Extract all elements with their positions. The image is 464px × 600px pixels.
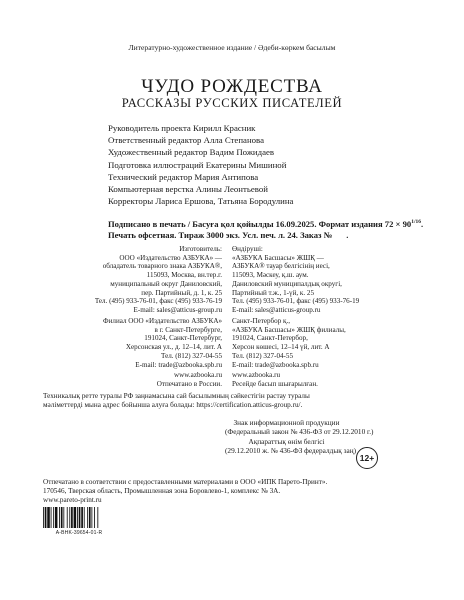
address-line: пер. Партийный, д. 1, к. 25 [141, 288, 222, 297]
phone-line: Тел. (812) 327-04-55 [232, 351, 293, 360]
barcode-bar [84, 507, 85, 528]
address-line: ООО «Издательство АЗБУКА» — [119, 253, 222, 262]
book-title: ЧУДО РОЖДЕСТВА [141, 76, 323, 97]
credit-line: Корректоры Лариса Ершова, Татьяна Бородулина [108, 196, 294, 207]
sign-line: Знак информационной продукции [233, 418, 340, 427]
regulation-line: Техникалық ретте туралы РФ заңнамасына сай басылымның сәйкестігін растау туралы [43, 392, 310, 400]
barcode-bar [71, 507, 73, 528]
barcode-bar [43, 507, 44, 528]
edition-type-header: Литературно-художественное издание / Әдеби-көркем басылым [128, 43, 336, 52]
printer-line: 170546, Тверская область, Промышленная зона Боровлево-1, комплекс № 3А. [43, 487, 281, 495]
website-link[interactable]: www.azbooka.ru [174, 371, 222, 379]
manufacturer-heading: Өндіруші: [232, 245, 263, 253]
print-date-format: Подписано в печать / Басуға қол қойылды 16.09.2025. Формат издания 72 × 90 [108, 218, 412, 229]
barcode-bar [47, 507, 50, 528]
credit-line: Руководитель проекта Кирилл Красник [108, 123, 256, 133]
address-line: «АЗБУКА Басшасы» ЖШҚ — [232, 253, 324, 262]
printed-in-country: Отпечатано в России. [156, 379, 222, 388]
print-info-line: Подписано в печать / Басуға қол қойылды 16.09.2025. Формат издания $72 \times 90^{1/16}$. [108, 218, 424, 229]
barcode-bar [69, 507, 70, 528]
barcode-bar [59, 507, 60, 528]
phone-line: Тел. (812) 327-04-55 [161, 351, 222, 360]
address-line: Санкт-Петербор қ., [232, 317, 291, 325]
address-line: Филиал ООО «Издательство АЗБУКА» [103, 317, 222, 325]
credit-line: Технический редактор Мария Антипова [108, 171, 259, 182]
website-link[interactable]: www.azbooka.ru [232, 371, 280, 379]
barcode-bar [61, 507, 63, 528]
barcode-caption: A-BHK-39654-01-R [55, 530, 103, 536]
site-ru [26, 371, 222, 388]
barcode-bar [51, 507, 52, 528]
print-run-order: Печать офсетная. Тираж 3000 экз. Усл. печ. л. 24. Заказ № [108, 230, 333, 241]
barcode-bar [94, 507, 95, 528]
credit-line: Компьютерная верстка Алины Леонтьевой [108, 184, 268, 195]
address-line: Херсон көшесі, 12–14 үй, лит. А [232, 343, 330, 352]
barcode-bar [81, 507, 83, 528]
barcode-bar [63, 507, 64, 528]
address-line: Даниловский муниципалдық округі, [232, 279, 342, 288]
barcode-bar [74, 507, 77, 528]
barcode-bar [55, 507, 58, 528]
sign-line: (Федеральный закон № 436-ФЗ от 29.12.2010 г.) [225, 427, 374, 437]
manufacturer-kz [232, 245, 432, 315]
barcode-bar [89, 507, 91, 528]
email-line: E-mail: trade@azbooka.spb.ru [232, 360, 319, 369]
phone-line: Тел. (495) 933-76-01, факс (495) 933-76-19 [232, 297, 360, 306]
sign-line: Ақпараттық өнім белгісі [248, 436, 325, 446]
email-line: E-mail: sales@atticus-group.ru [232, 305, 321, 314]
format-fraction: 1/16 [411, 219, 421, 225]
address-line: «АЗБУКА Басшасы» ЖШҚ филиалы, [232, 325, 346, 334]
barcode-bar [53, 507, 54, 528]
manufacturer-ru [26, 245, 222, 315]
barcode-bar [97, 507, 98, 528]
print-info-line: Печать офсетная. Тираж 3000 экз. Усл. печ. л. 24. Заказ № . [108, 230, 349, 241]
credit-line: Подготовка иллюстраций Екатерины Мишиной [108, 159, 287, 170]
address-line: обладатель товарного знака АЗБУКА®, [102, 262, 222, 271]
phone-line: Тел. (495) 933-76-01, факс (495) 933-76-19 [94, 297, 222, 306]
printer-line: Отпечатано в соответствии с предоставленными материалами в ООО «ИПК Парето-Принт». [43, 478, 328, 486]
address-line: 191024, Санкт-Петербург, [144, 334, 222, 343]
address-line: 115093, Мәскеу, қ.ш. аум. [232, 271, 309, 280]
credit-line: Ответственный редактор Алла Степанова [108, 135, 264, 146]
printer-info [43, 478, 327, 505]
regulation-line: мәліметтерді мына адрес бойынша алуға болады: https://certification.atticus-group.ru/. [43, 401, 303, 409]
address-line: 191024, Санкт-Петербор, [232, 334, 308, 343]
site-kz [232, 371, 432, 388]
age-rating-badge [356, 447, 378, 469]
barcode-bar [87, 507, 88, 528]
manufacturer-heading: Изготовитель: [179, 245, 222, 253]
barcode-bar [45, 507, 47, 528]
email-line: E-mail: trade@azbooka.spb.ru [135, 360, 222, 369]
address-line: Партийный т.ж., 1-үй, к. 25 [232, 288, 314, 297]
sign-line: (29.12.2010 ж. № 436-ФЗ федералдық заң) [225, 445, 357, 455]
address-line: Херсонская ул., д. 12–14, лит. А [125, 343, 222, 352]
book-subtitle: РАССКАЗЫ РУССКИХ ПИСАТЕЛЕЙ [121, 96, 343, 110]
barcode-bar [79, 507, 81, 528]
branch-kz [232, 317, 432, 369]
barcode-bar [77, 507, 78, 528]
credit-line: Художественный редактор Вадим Пожидаев [108, 147, 275, 158]
printed-in-country: Ресейде басып шығарылған. [232, 379, 318, 388]
print-info [108, 217, 423, 242]
address-line: 115093, Москва, вн.тер.г. [146, 271, 222, 280]
printer-website: www.pareto-print.ru [43, 496, 102, 504]
barcode-bar [91, 507, 92, 528]
barcode-bar [67, 507, 68, 528]
regulation-note [43, 392, 310, 410]
address-line: в г. Санкт-Петербурге, [154, 325, 222, 334]
address-line: муниципальный округ Даниловский, [110, 279, 222, 288]
email-line: E-mail: sales@atticus-group.ru [133, 305, 222, 314]
age-rating-label: 12+ [359, 453, 375, 463]
branch-ru [26, 317, 222, 369]
barcode-graphic [43, 507, 115, 528]
credits-list [108, 122, 293, 207]
address-line: АЗБУКА® тауар белгісінің иесі, [232, 262, 330, 271]
info-product-sign [225, 418, 374, 455]
